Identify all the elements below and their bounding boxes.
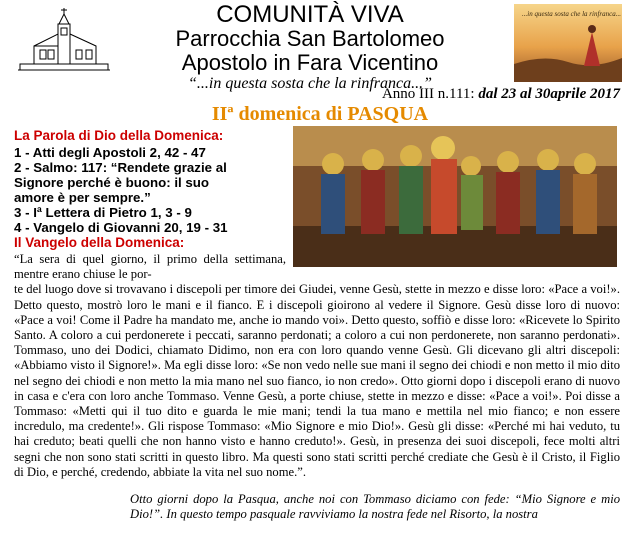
newsletter-motto: “...in questa sosta che la rinfranca...” bbox=[187, 75, 432, 92]
gospel-heading: Il Vangelo della Domenica: bbox=[14, 235, 185, 250]
reading-line: 1 - Atti degli Apostoli 2, 42 - 47 bbox=[14, 145, 206, 160]
parish-name-line2: Apostolo in Fara Vicentino bbox=[181, 50, 439, 75]
doubting-thomas-painting bbox=[293, 126, 617, 267]
parish-name-line1: Parrocchia San Bartolomeo bbox=[175, 26, 445, 51]
reading-line: Signore perché è buono: il suo bbox=[14, 175, 210, 190]
issue-number: Anno III n.111: bbox=[381, 86, 479, 102]
reading-line: 2 - Salmo: 117: “Rendete grazie al bbox=[14, 160, 227, 175]
gospel-text-body: te del luogo dove si trovavano i discepoli per timore dei Giudei, venne Gesù, stette in mezzo e disse loro: «Pace a voi!». Detto questo, mostrò loro le mani e il fianco. E i discepoli gioirono al vedere il Signore. Gesù disse loro di nuovo: «Pace a voi! Come il Padre ha mandato me, anche io mando voi». Detto questo, soffiò e disse loro: «Ricevete lo Spirito Santo. A coloro a cui perdonerete i peccati, saranno perdonati; a coloro a cui non perdonerete, non saranno perdonati». Tommaso, uno dei Dodici, chiamato Didimo, non era con loro quando venne Gesù. Gli dicevano gli altri discepoli: «Abbiamo visto il Signore!». Ma egli disse loro: «Se non vedo nelle sue mani il segno dei chiodi e non metto il mio dito nel segno dei chiodi e non metto la mia mano nel suo fianco, io non credo». Otto giorni dopo i discepoli erano di nuovo in casa e c'era con loro anche Tommaso. Venne Gesù, a porte chiuse, stette in mezzo e disse: «Pace a voi!». Poi disse a Tommaso: «Metti qui il tuo dito e guarda le mie mani; tendi la tua mano e mettila nel mio fianco; e non essere incredulo, ma credente!». Gli rispose Tommaso: «Mio Signore e mio Dio!». Gesù gli disse: «Perché mi hai veduto, tu hai creduto; beati quelli che non hanno visto e hanno creduto!». Gesù, in presenza dei suoi discepoli, fece molti altri segni che non sono stati scritti in questo libro. Ma questi sono stati scritti perché crediate che Gesù è il Cristo, il Figlio di Dio, e perché, credendo, abbiate la vita nel suo nome.”. bbox=[14, 282, 620, 479]
sunday-title: IIª domenica di PASQUA bbox=[211, 103, 429, 125]
church-logo bbox=[14, 6, 114, 78]
newsletter-title: COMUNITÀ VIVA bbox=[216, 1, 404, 28]
issue-dates: dal 23 al 30aprile 2017 bbox=[478, 86, 620, 102]
cover-image bbox=[514, 4, 622, 82]
readings-heading: La Parola di Dio della Domenica: bbox=[14, 128, 224, 143]
reading-line: 3 - Iª Lettera di Pietro 1, 3 - 9 bbox=[14, 205, 192, 220]
gospel-text-opening: “La sera di quel giorno, il primo della settimana, mentre erano chiuse le por- bbox=[14, 252, 286, 282]
gospel-text bbox=[14, 252, 620, 480]
reflection-text: Otto giorni dopo la Pasqua, anche noi con Tommaso diciamo con fede: “Mio Signore e mio Dio!”. In questo tempo pasquale ravviviamo la nostra fede nel Risorto, la nostra bbox=[130, 492, 620, 522]
cover-caption: ...in questa sosta che la rinfranca... bbox=[522, 10, 621, 18]
issue-info bbox=[382, 86, 620, 102]
reading-line: amore è per sempre.” bbox=[14, 190, 151, 205]
reading-line: 4 - Vangelo di Giovanni 20, 19 - 31 bbox=[14, 220, 228, 235]
